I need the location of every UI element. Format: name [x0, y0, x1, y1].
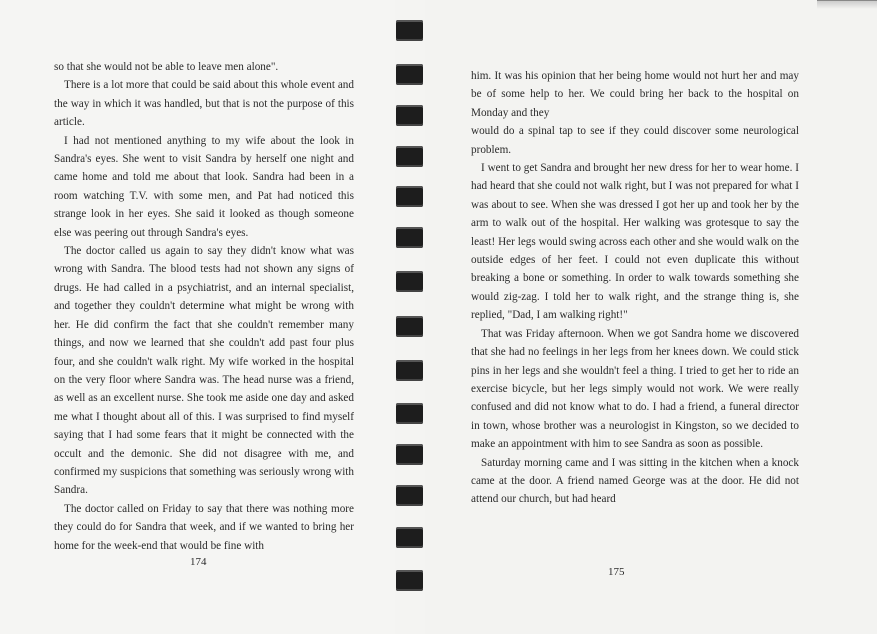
paragraph: The doctor called on Friday to say that there was nothing more they could do for Sandra that week, and if we wanted to bring her home for the week-end that would be fine with: [54, 502, 354, 552]
binding-hole: [396, 485, 423, 506]
page-number: 175: [608, 566, 625, 578]
paragraph: That was Friday afternoon. When we got Sandra home we discovered that she had no feelings in her legs from her knees down. We could stick pins in her legs and she wouldn't feel a thing. I tried to get her to ride an exercise bicycle, but her legs simply would not work. We were really confused and did not know what to do. I had a friend, a funeral director in town, whose brother was a neurologist in Kingston, so we decided to make an appointment with him to see Sandra as soon as possible.: [471, 327, 799, 451]
binding-hole: [396, 227, 423, 248]
paragraph: I went to get Sandra and brought her new dress for her to wear home. I had heard that she could not walk right, but I was not prepared for what I was about to see. When she was dressed I got her up and took her by the arm to walk out of the hospital. Her walking was grotesque to say the least! Her legs would swing across each other and she would walk on the outside edges of her feet. I could not even duplicate this without breaking a bone or something. In order to walk towards something she would zig-zag. I told her to walk right, and the strange thing is, she replied, "Dad, I am walking right!": [471, 162, 799, 322]
binding-hole: [396, 570, 423, 591]
page-number: 174: [190, 556, 207, 568]
binding-hole: [396, 64, 423, 85]
paragraph: I had not mentioned anything to my wife about the look in Sandra's eyes. She went to visit Sandra by herself one night and came home and told me about that look. Sandra had been in a room watching T.V. with some men, and Pat had noticed this strange look in her eyes. She said it looked as though someone else was peering out through Sandra's eyes.: [54, 134, 354, 239]
binding-hole: [396, 20, 423, 41]
paragraph: Saturday morning came and I was sitting in the kitchen when a knock came at the door. A friend named George was at the door. He did not attend our church, but had heard: [471, 456, 799, 506]
spiral-binding: [396, 20, 426, 600]
right-page: [425, 0, 877, 634]
paragraph: There is a lot more that could be said about this whole event and the way in which it was handled, but that is not the purpose of this article.: [54, 79, 354, 129]
binding-hole: [396, 271, 423, 292]
binding-hole: [396, 444, 423, 465]
paragraph: would do a spinal tap to see if they could discover some neurological problem.: [471, 125, 799, 156]
paragraph: so that she would not be able to leave men alone".: [54, 61, 279, 73]
binding-hole: [396, 186, 423, 207]
paragraph: him. It was his opinion that her being home would not hurt her and may be of some help to her. We could bring her back to the hospital on Monday and they: [471, 70, 799, 119]
binding-hole: [396, 105, 423, 126]
left-page: [0, 0, 395, 634]
right-page-text: [471, 67, 799, 509]
binding-hole: [396, 146, 423, 167]
binding-hole: [396, 316, 423, 337]
page-edge: [817, 0, 877, 9]
left-page-text: [54, 58, 354, 555]
binding-hole: [396, 527, 423, 548]
binding-hole: [396, 360, 423, 381]
paragraph: The doctor called us again to say they didn't know what was wrong with Sandra. The blood tests had not shown any signs of drugs. He had called in a psychiatrist, and an internal specialist, and together they couldn't determine what might be wrong with her. He did confirm the fact that she couldn't remember many things, and now we learned that she couldn't add past four plus four, and she couldn't walk right. My wife worked in the hospital on the very floor where Sandra was. The head nurse was a friend, as well as an excellent nurse. She took me aside one day and asked me what I thought about all of this. I was surprised to find myself saying that I had some fears that it might be connected with the occult and the demonic. She did not disagree with me, and confirmed my suspicions that something was seriously wrong with Sandra.: [54, 245, 354, 497]
binding-hole: [396, 403, 423, 424]
